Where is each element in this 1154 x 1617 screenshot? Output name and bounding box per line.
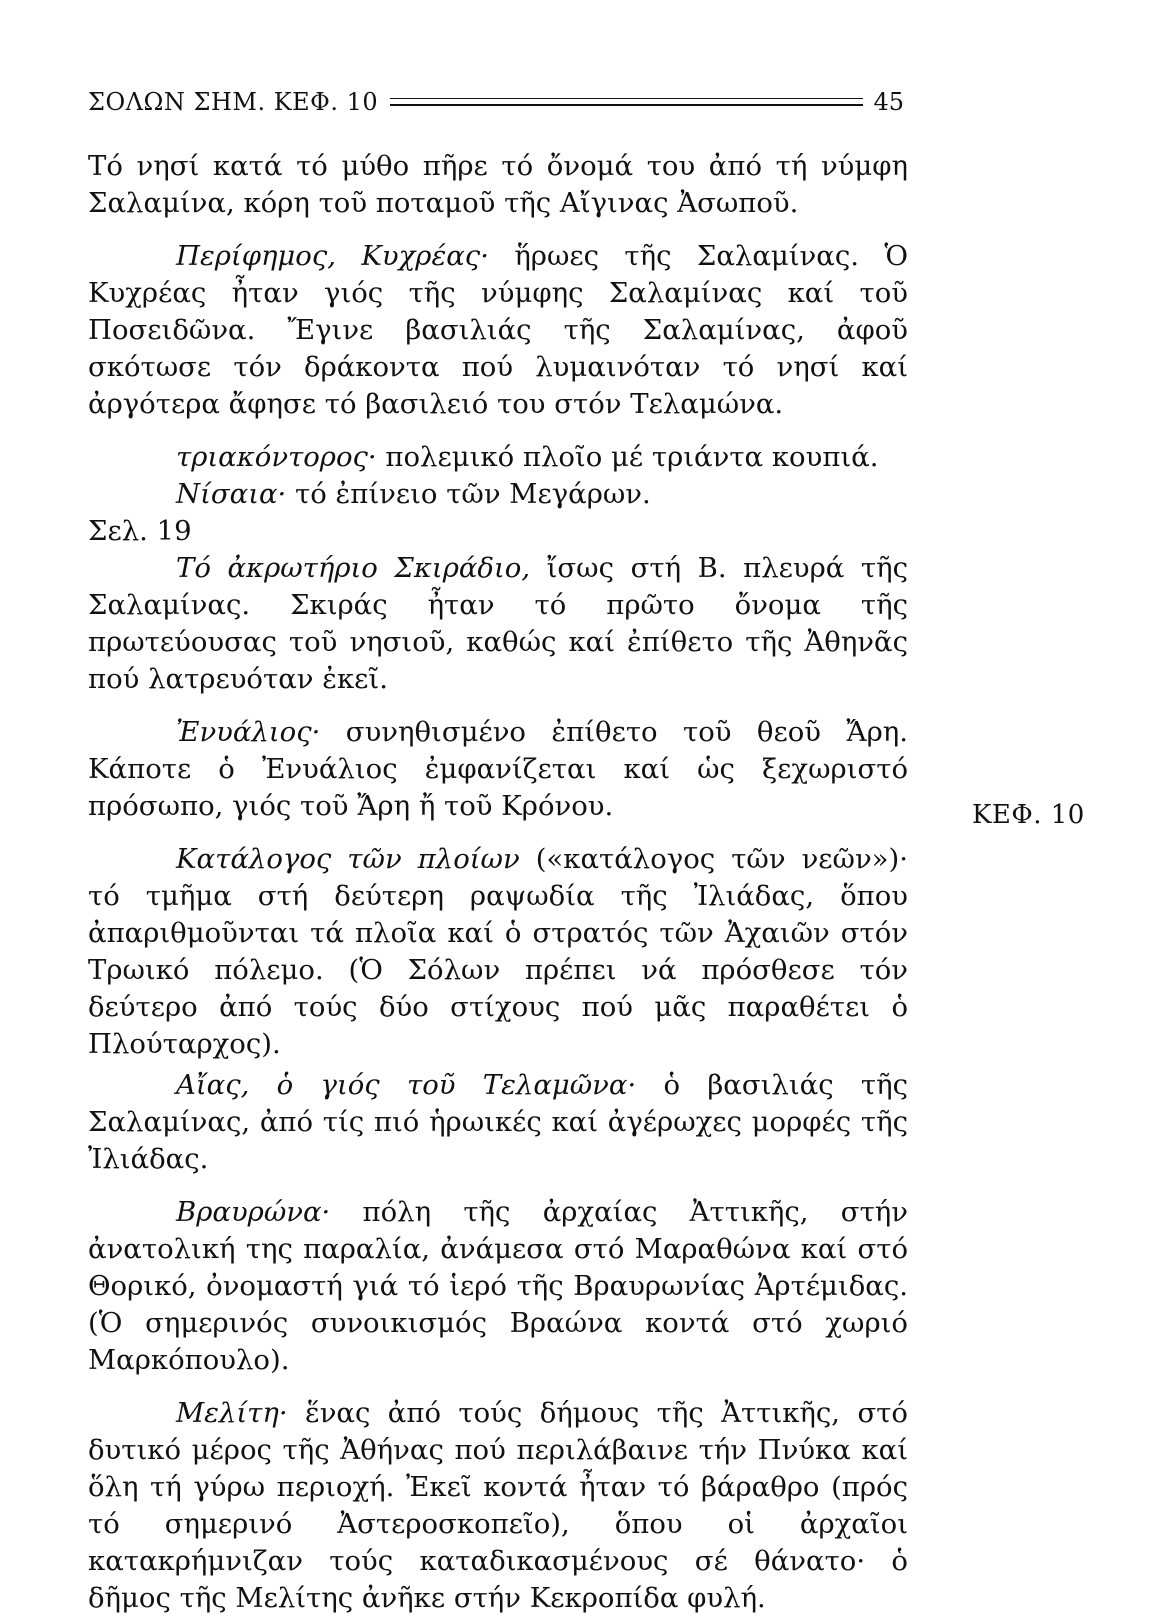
- note-term: Ἐνυάλιος·: [176, 716, 321, 748]
- page-body: [88, 148, 908, 1617]
- note-text: τό ἐπίνειο τῶν Μεγάρων.: [286, 478, 651, 510]
- note-text: («κατάλογος τῶν νεῶν»)· τό τμῆμα στή δεύτερη ραψωδία τῆς Ἰλιάδας, ὅπου ἀπαριθμοῦνται τά πλοῖα καί ὁ στρατός τῶν Ἀχαιῶν στόν Τρωικό πόλεμο. (Ὁ Σόλων πρέπει νά πρόσθεσε τόν δεύτερο ἀπό τούς δύο στίχους πού μᾶς παραθέτει ὁ Πλούταρχος).: [88, 843, 908, 1060]
- section-label: Σελ. 19: [88, 515, 192, 547]
- note-term: Κατάλογος τῶν πλοίων: [176, 843, 520, 875]
- note-entry-nisaia: [88, 476, 908, 513]
- note-entry-meliti: [88, 1395, 908, 1617]
- note-term: Βραυρώνα·: [176, 1196, 331, 1228]
- intro-paragraph: Τό νησί κατά τό μύθο πῆρε τό ὄνομά του ἀπό τή νύμφη Σαλαμίνα, κόρη τοῦ ποταμοῦ τῆς Αἴγινας Ἀσωποῦ.: [88, 150, 908, 219]
- note-text: ἴσως στή Β. πλευρά τῆς Σαλαμίνας. Σκιράς ἦταν τό πρῶτο ὄνομα τῆς πρωτεύουσας τοῦ νησιοῦ, καθώς καί ἐπίθετο τῆς Ἀθηνᾶς πού λατρευόταν ἐκεῖ.: [88, 552, 908, 695]
- note-text: ἕνας ἀπό τούς δήμους τῆς Ἀττικῆς, στό δυτικό μέρος τῆς Ἀθήνας πού περιλάβαινε τήν Πνύκα καί ὅλη τή γύρω περιοχή. Ἐκεῖ κοντά ἦταν τό βάραθρο (πρός τό σημερινό Ἀστεροσκοπεῖο), ὅπου οἱ ἀρχαῖοι κατακρήμνιζαν τούς καταδικασμένους σέ θάνατο· ὁ δῆμος τῆς Μελίτης ἀνῆκε στήν Κεκροπίδα φυλή.: [88, 1397, 908, 1614]
- running-header: [88, 84, 904, 120]
- note-term: Περίφημος, Κυχρέας·: [176, 240, 489, 272]
- note-text: ὁ βασιλιάς τῆς Σαλαμίνας, ἀπό τίς πιό ἡρωικές καί ἀγέρωχες μορφές τῆς Ἰλιάδας.: [88, 1069, 908, 1175]
- header-rule: [390, 98, 863, 106]
- note-entry-vravrona: [88, 1194, 908, 1379]
- note-term: τριακόντορος·: [176, 441, 377, 473]
- note-text: πόλη τῆς ἀρχαίας Ἀττικῆς, στήν ἀνατολική της παραλία, ἀνάμεσα στό Μαραθώνα καί στό Θορικό, ὀνομαστή γιά τό ἱερό τῆς Βραυρωνίας Ἀρτέμιδας. (Ὁ σημερινός συνοικισμός Βραώνα κοντά στό χωριό Μαρκόπουλο).: [88, 1196, 908, 1376]
- margin-chapter-note: ΚΕΦ. 10: [972, 800, 1085, 830]
- note-term: Νίσαια·: [176, 478, 287, 510]
- note-entry-triakontoros: [88, 439, 908, 476]
- note-entry-aias: [88, 1067, 908, 1178]
- note-text: ἥρωες τῆς Σαλαμίνας. Ὁ Κυχρέας ἦταν γιός τῆς νύμφης Σαλαμίνας καί τοῦ Ποσειδῶνα. Ἔγινε βασιλιάς τῆς Σαλαμίνας, ἀφοῦ σκότωσε τόν δράκοντα πού λυμαινόταν τό νησί καί ἀργότερα ἄφησε τό βασιλειό του στόν Τελαμώνα.: [88, 240, 908, 420]
- note-entry-enyalios: [88, 714, 908, 825]
- header-title: ΣΟΛΩΝ ΣΗΜ. ΚΕΦ. 10: [88, 88, 379, 116]
- note-entry-skiradio: [88, 550, 908, 698]
- note-term: Τό ἀκρωτήριο Σκιράδιο,: [176, 552, 531, 584]
- note-entry-perifimos: [88, 238, 908, 423]
- note-term: Μελίτη·: [176, 1397, 288, 1429]
- note-term: Αἴας, ὁ γιός τοῦ Τελαμῶνα·: [176, 1069, 637, 1101]
- note-entry-katalogos: [88, 841, 908, 1063]
- note-text: συνηθισμένο ἐπίθετο τοῦ θεοῦ Ἄρη. Κάποτε ὁ Ἐνυάλιος ἐμφανίζεται καί ὡς ξεχωριστό πρόσωπο, γιός τοῦ Ἄρη ἤ τοῦ Κρόνου.: [88, 716, 908, 822]
- page-number: 45: [873, 88, 904, 116]
- note-text: πολεμικό πλοῖο μέ τριάντα κουπιά.: [376, 441, 879, 473]
